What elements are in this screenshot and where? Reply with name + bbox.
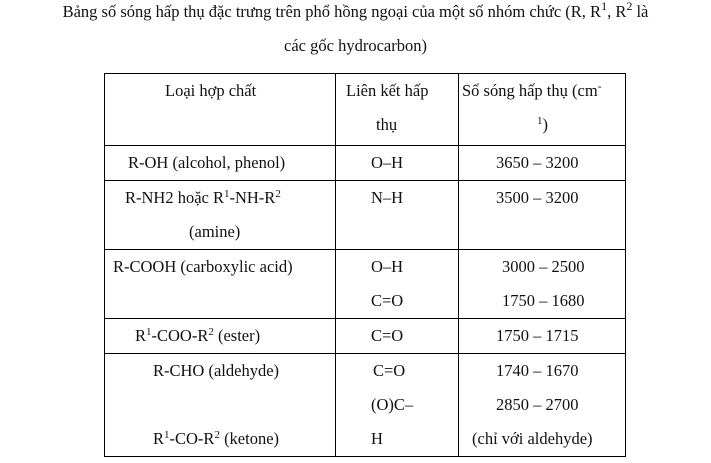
row-2-wavenumber: 3500 – 3200	[459, 181, 626, 250]
header-wavenumber-text: Số sóng hấp thụ (cm	[462, 81, 598, 100]
header-compound-type	[105, 74, 336, 146]
header-wavenumber	[459, 74, 626, 146]
row-4-bond: C=O	[336, 319, 459, 354]
caption-superscript-1: 1	[601, 0, 608, 13]
table-row	[105, 146, 626, 181]
row-1-wavenumber: 3650 – 3200	[459, 146, 626, 181]
row-4-wavenumber: 1750 – 1715	[459, 319, 626, 354]
row-1-bond: O–H	[336, 146, 459, 181]
row-3-wavenumber: 3000 – 2500 1750 – 1680	[459, 250, 626, 319]
header-wavenumber-line-2	[459, 108, 625, 142]
row-2-compound-line-1: R-NH2 hoặc $R^1-NH-R^2$	[125, 188, 281, 207]
row-2-bond: N–H	[336, 181, 459, 250]
table-row	[105, 250, 626, 319]
table-caption-line-1	[0, 2, 711, 23]
table-row	[105, 181, 626, 250]
caption-superscript-2: 2	[626, 0, 633, 13]
row-5-wavenumber: 1740 – 1670 2850 – 2700 (chỉ với aldehyde)	[459, 354, 626, 457]
row-5-compound-line-3: $R^1-CO-R^2$ (ketone)	[153, 429, 280, 448]
row-3-compound: R-COOH (carboxylic acid)	[105, 250, 336, 319]
header-bond	[336, 74, 459, 146]
table-row	[105, 319, 626, 354]
row-4-compound-line: $R^1-COO-R^2$ (ester)	[135, 326, 261, 345]
row-2-compound	[105, 181, 336, 250]
ir-absorption-table	[104, 73, 626, 457]
caption-text-a: Bảng số sóng hấp thụ đặc trưng trên phổ hồng ngoại của một số nhóm chức (R, R	[62, 2, 602, 21]
caption-text-c: là	[632, 2, 649, 21]
header-bond-line-2: thụ	[376, 115, 398, 134]
table-row	[105, 354, 626, 457]
header-wavenumber-sup-a: -	[597, 79, 602, 93]
header-wavenumber-sup-b: 1	[537, 115, 543, 127]
row-5-bond: C=O (O)C– H	[336, 354, 459, 457]
header-bond-line-1: Liên kết hấp	[346, 81, 429, 100]
header-wavenumber-close: )	[542, 115, 548, 134]
row-5-compound: R-CHO (aldehyde) $R^1-CO-R^2$ (ketone)	[105, 354, 336, 457]
row-5-compound-spacer	[105, 388, 335, 422]
table-header-row	[105, 74, 626, 146]
row-1-compound: R-OH (alcohol, phenol)	[105, 146, 336, 181]
row-2-compound-line-2: (amine)	[189, 222, 241, 241]
header-compound-label: Loại hợp chất	[165, 81, 257, 100]
row-3-bond: O–H C=O	[336, 250, 459, 319]
caption-text-b: , R	[607, 2, 627, 21]
table-caption-line-2: các gốc hydrocarbon)	[284, 36, 427, 55]
header-wavenumber-line-1	[459, 74, 625, 108]
row-4-compound	[105, 319, 336, 354]
